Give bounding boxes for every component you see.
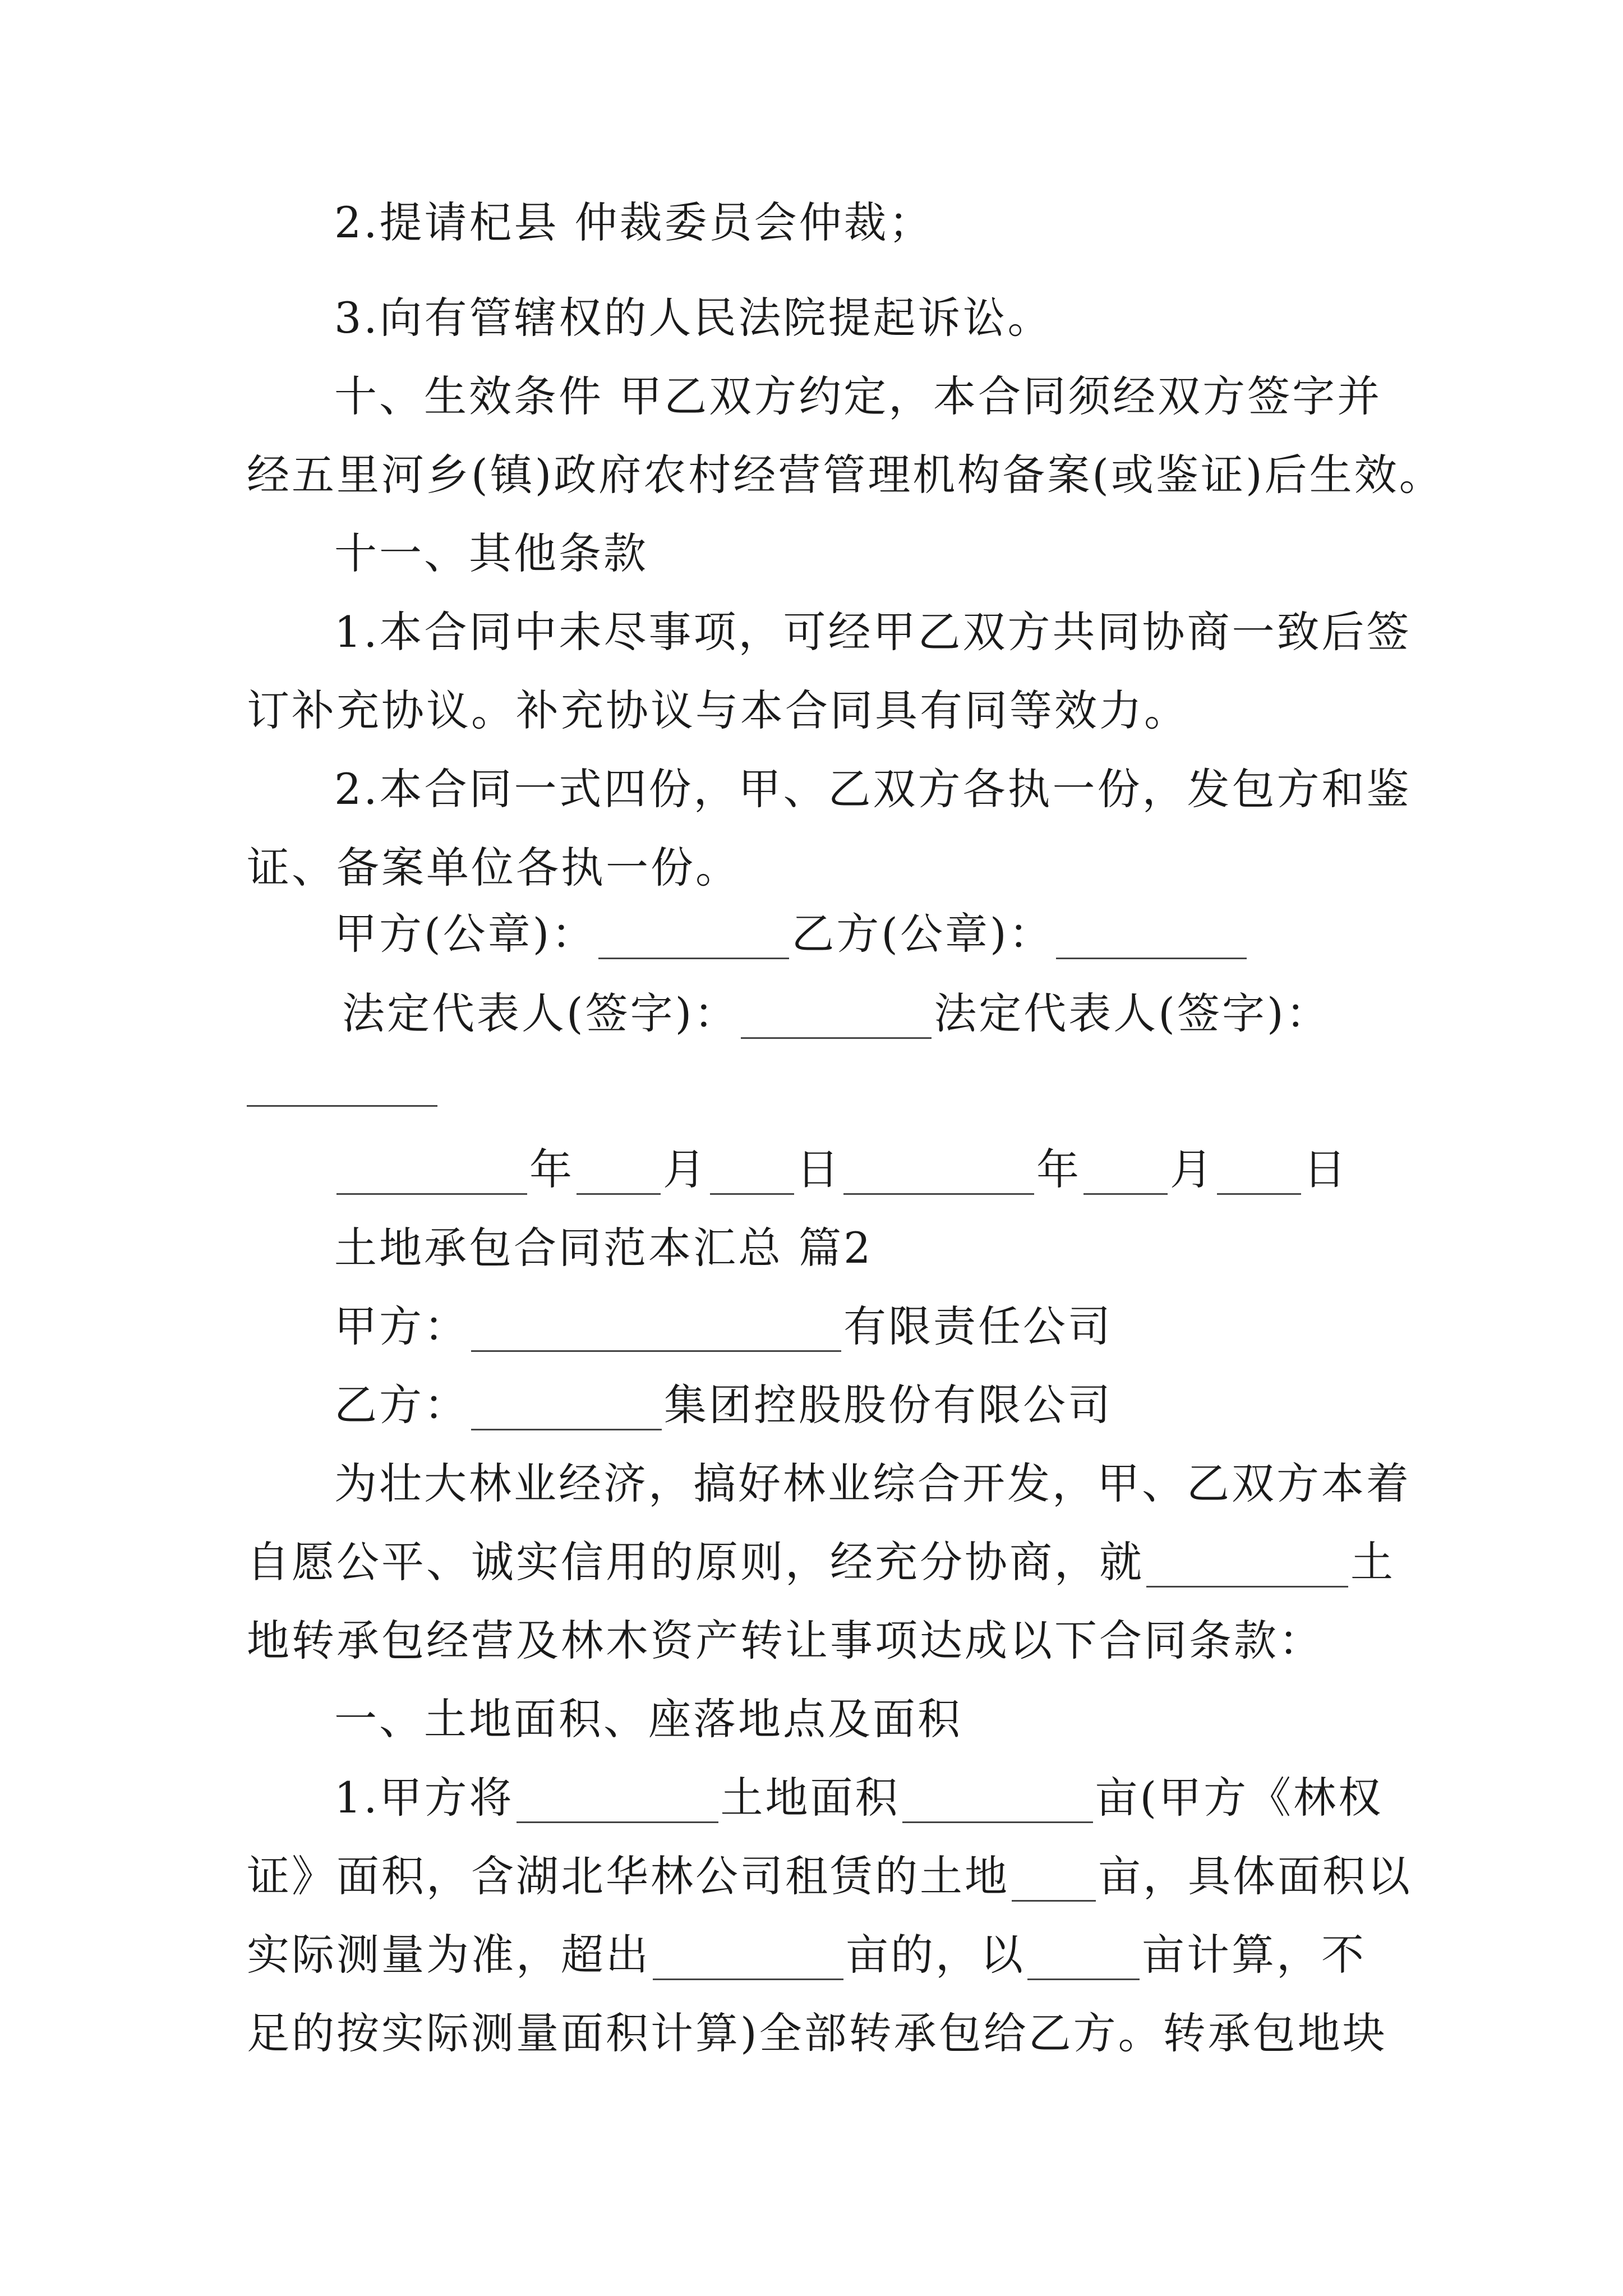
clause-title: 一、土地面积、座落地点及面积	[334, 1694, 962, 1744]
party-b-seal-label: 乙方(公章)：	[791, 909, 1054, 959]
text-line: 为壮大林业经济，搞好林业综合开发，甲、乙双方本着	[334, 1458, 1411, 1508]
year-label-2: 年	[1036, 1144, 1081, 1194]
text-line	[247, 1930, 1366, 1980]
party-b-name-blank	[471, 1389, 662, 1430]
calc-area-blank	[1027, 1939, 1140, 1980]
text-line	[247, 1537, 1395, 1588]
party-b-suffix: 集团控股股份有限公司	[664, 1380, 1113, 1430]
legal-rep-signature-line	[342, 988, 1331, 1039]
text-line: 十、生效条件 甲乙双方约定，本合同须经双方签字并	[334, 371, 1382, 421]
clause-text: 1.甲方将	[334, 1773, 514, 1823]
party-a-seal-blank	[598, 918, 789, 959]
month-label: 月	[663, 1144, 708, 1194]
year-blank-2	[843, 1154, 1034, 1195]
section-title: 土地承包合同范本汇总 篇2	[334, 1223, 873, 1273]
clause-text: 亩，具体面积以	[1098, 1851, 1412, 1901]
party-b-label: 乙方：	[334, 1380, 469, 1430]
legal-rep-a-blank	[741, 998, 932, 1039]
day-blank-2	[1217, 1154, 1301, 1195]
land-name-blank	[1146, 1547, 1348, 1588]
legal-rep-b-blank	[247, 1099, 437, 1107]
party-b-seal-blank	[1056, 918, 1247, 959]
party-b-line	[334, 1380, 1113, 1430]
land-area-blank	[902, 1782, 1093, 1823]
legal-rep-a-label: 法定代表人(签字)：	[342, 988, 739, 1038]
day-label: 日	[796, 1144, 841, 1194]
intro-text-end: 土	[1350, 1537, 1395, 1587]
intro-text: 自愿公平、诚实信用的原则，经充分协商，就	[247, 1537, 1144, 1587]
clause-text: 证》面积，含湖北华林公司租赁的土地	[247, 1851, 1009, 1901]
clause-text: 实际测量为准，超出	[247, 1930, 651, 1980]
month-label-2: 月	[1170, 1144, 1215, 1194]
month-blank-2	[1083, 1154, 1168, 1195]
text-line: 2.本合同一式四份，甲、乙双方各执一份，发包方和鉴	[334, 764, 1412, 814]
excess-area-blank	[653, 1939, 843, 1980]
lease-area-blank	[1012, 1861, 1096, 1902]
party-a-label: 甲方：	[334, 1301, 469, 1351]
text-line: 足的按实际测量面积计算)全部转承包给乙方。转承包地块	[247, 2008, 1387, 2058]
seal-signature-line	[334, 909, 1249, 959]
text-line	[247, 1851, 1412, 1902]
day-blank	[710, 1154, 794, 1195]
day-label-2: 日	[1303, 1144, 1348, 1194]
party-a-suffix: 有限责任公司	[843, 1301, 1113, 1351]
text-line: 3.向有管辖权的人民法院提起诉讼。	[334, 293, 1053, 343]
clause-text: 亩计算，不	[1142, 1930, 1366, 1980]
text-line: 证、备案单位各执一份。	[247, 843, 740, 892]
year-blank	[336, 1154, 527, 1195]
text-line: 十一、其他条款	[334, 528, 648, 578]
party-a-line	[334, 1301, 1113, 1352]
clause-text: 亩(甲方《林权	[1095, 1773, 1384, 1823]
text-line: 订补充协议。补充协议与本合同具有同等效力。	[247, 685, 1189, 735]
text-line: 1.本合同中未尽事项，可经甲乙双方共同协商一致后签	[334, 607, 1412, 657]
year-label: 年	[529, 1144, 574, 1194]
text-line: 地转承包经营及林木资产转让事项达成以下合同条款：	[247, 1616, 1324, 1665]
text-line: 2.提请杞县 仲裁委员会仲裁；	[334, 197, 934, 247]
month-blank	[577, 1154, 661, 1195]
land-location-blank	[517, 1782, 718, 1823]
text-line	[334, 1773, 1383, 1823]
date-line	[334, 1144, 1348, 1195]
text-line: 经五里河乡(镇)政府农村经营管理机构备案(或鉴证)后生效。	[247, 450, 1444, 500]
party-a-seal-label: 甲方(公章)：	[334, 909, 597, 959]
clause-text: 亩的，以	[846, 1930, 1025, 1980]
clause-text: 土地面积	[720, 1773, 900, 1823]
legal-rep-b-label: 法定代表人(签字)：	[934, 988, 1331, 1038]
party-a-name-blank	[471, 1311, 841, 1352]
